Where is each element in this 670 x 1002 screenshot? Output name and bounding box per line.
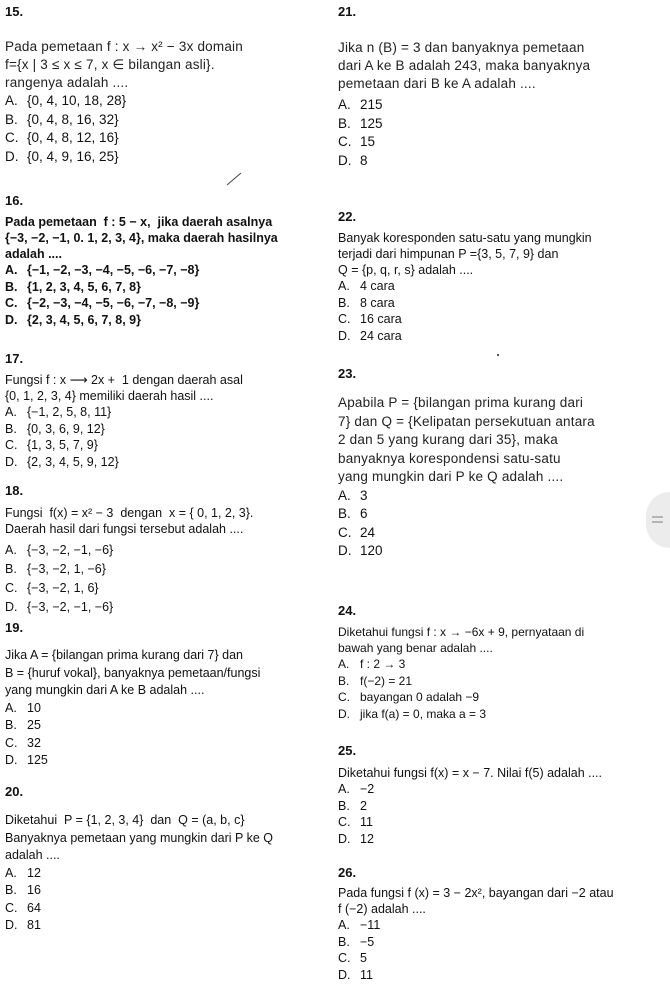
option-b: B. 125: [338, 115, 383, 131]
options-list: [5, 92, 323, 166]
option-c: C. {1, 3, 5, 7, 9}: [5, 438, 98, 452]
stem-line: Banyaknya pemetaan yang mungkin dari P ke Q: [5, 830, 273, 845]
question-stem: [338, 624, 668, 656]
stem-line: terjadi dari himpunan P ={3, 5, 7, 9} dan: [338, 247, 559, 261]
option-c: C. {−2, −3, −4, −5, −6, −7, −8, −9}: [5, 296, 200, 310]
question-24: [338, 603, 668, 722]
stem-line: Diketahui fungsi f(x) = x − 7. Nilai f(5) adalah ....: [338, 766, 603, 780]
stem-line: dari A ke B adalah 243, maka banyaknya: [338, 58, 591, 73]
question-stem: [5, 812, 323, 865]
stem-line: yang mungkin dari A ke B adalah ....: [5, 683, 205, 697]
stem-line: Pada pemetaan f : x → x² − 3x domain: [5, 39, 243, 54]
options-list: [5, 541, 323, 617]
question-number: 21.: [338, 4, 357, 19]
question-stem: [5, 647, 323, 700]
option-a: A. {−1, 2, 5, 8, 11}: [5, 405, 112, 419]
question-stem: [338, 39, 668, 93]
stem-line: Q = {p, q, r, s} adalah ....: [338, 263, 474, 277]
question-number: 16.: [5, 193, 24, 208]
question-21: [338, 4, 668, 170]
question-number: 15.: [5, 4, 24, 19]
stem-line: Fungsi f(x) = x² − 3 dengan x = { 0, 1, 2, 3}.: [5, 506, 254, 520]
question-stem: [338, 394, 668, 487]
question-number: 23.: [338, 366, 357, 381]
option-c: C. 11: [338, 815, 373, 829]
option-b: B. −5: [338, 934, 375, 949]
option-b: B. 25: [5, 718, 41, 732]
option-c: C. {−3, −2, 1, 6}: [5, 581, 99, 595]
option-d: D. 24 cara: [338, 328, 402, 343]
option-a: A. 12: [5, 865, 41, 880]
option-d: D. 81: [5, 918, 41, 932]
stem-line: adalah ....: [5, 848, 60, 862]
question-18: [5, 483, 323, 617]
option-c: C. 64: [5, 900, 41, 915]
question-stem: [5, 214, 323, 262]
stem-line: pemetaan dari B ke A adalah ....: [338, 76, 536, 91]
option-a: A. {−1, −2, −3, −4, −5, −6, −7, −8}: [5, 263, 200, 277]
option-d: D. jika f(a) = 0, maka a = 3: [338, 706, 487, 721]
option-c: C. bayangan 0 adalah −9: [338, 690, 480, 704]
handle-grip-line: [652, 521, 663, 523]
option-b: B. f(−2) = 21: [338, 673, 413, 688]
question-23: [338, 366, 668, 561]
question-16: [5, 193, 323, 328]
question-number: 22.: [338, 209, 357, 224]
stem-line: {−3, −2, −1, 0. 1, 2, 3, 4}, maka daerah hasilnya: [5, 231, 278, 245]
question-19: [5, 620, 323, 770]
option-a: A. 215: [338, 97, 383, 112]
stem-line: bawah yang benar adalah ....: [338, 641, 493, 655]
speck-mark: [497, 354, 499, 356]
question-number: 19.: [5, 620, 24, 635]
option-a: A. 10: [5, 700, 41, 715]
option-d: D. 8: [338, 152, 368, 168]
stem-line: Diketahui P = {1, 2, 3, 4} dan Q = (a, b, c}: [5, 813, 245, 827]
question-number: 24.: [338, 603, 357, 618]
option-b: B. 8 cara: [338, 295, 395, 310]
pen-stroke-mark: [226, 172, 242, 186]
options-list: [338, 917, 668, 983]
question-number: 17.: [5, 351, 24, 366]
stem-line: adalah ....: [5, 247, 62, 261]
stem-line: {0, 1, 2, 3, 4} memiliki daerah hasil ....: [5, 389, 214, 403]
option-d: D. {2, 3, 4, 5, 6, 7, 8, 9}: [5, 312, 141, 327]
handle-grip-line: [652, 516, 663, 518]
stem-line: Jika n (B) = 3 dan banyaknya pemetaan: [338, 40, 585, 55]
option-d: D. 125: [5, 753, 48, 767]
question-number: 20.: [5, 784, 24, 799]
stem-line: Banyak koresponden satu-satu yang mungkin: [338, 231, 592, 245]
stem-line: B = {huruf vokal}, banyaknya pemetaan/fungsi: [5, 665, 261, 680]
option-c: C. 15: [338, 134, 376, 149]
question-number: 25.: [338, 743, 357, 758]
options-list: [5, 262, 323, 328]
question-25: [338, 743, 668, 847]
question-26: [338, 865, 668, 983]
options-list: [338, 781, 668, 847]
options-list: [338, 656, 668, 722]
question-stem: [5, 505, 323, 537]
option-d: D. 11: [338, 967, 373, 982]
option-a: A. −2: [338, 782, 375, 796]
question-stem: [5, 38, 323, 92]
question-number: 26.: [338, 865, 357, 880]
option-d: D. {2, 3, 4, 5, 9, 12}: [5, 454, 119, 469]
option-b: B. {0, 3, 6, 9, 12}: [5, 421, 105, 436]
stem-line: Apabila P = {bilangan prima kurang dari: [338, 395, 584, 410]
stem-line: 7} dan Q = {Kelipatan persekutuan antara: [338, 413, 595, 429]
stem-line: 2 dan 5 yang kurang dari 35}, maka: [338, 432, 558, 447]
option-d: D. 120: [338, 543, 383, 558]
stem-line: f={x | 3 ≤ x ≤ 7, x ∈ bilangan asli}.: [5, 57, 215, 72]
question-number: 18.: [5, 483, 24, 498]
question-stem: [338, 885, 668, 917]
option-c: C. {0, 4, 8, 12, 16}: [5, 130, 119, 145]
stem-line: rangenya adalah ....: [5, 75, 129, 90]
option-d: D. {−3, −2, −1, −6}: [5, 600, 114, 614]
stem-line: Diketahui fungsi f : x → −6x + 9, pernyataan di: [338, 625, 585, 639]
option-a: A. 3: [338, 487, 368, 503]
question-stem: [338, 765, 668, 781]
option-c: C. 5: [338, 951, 367, 965]
option-b: B. 6: [338, 506, 368, 521]
options-list: [5, 700, 323, 770]
options-list: [338, 487, 668, 561]
stem-line: banyaknya korespondensi satu-satu: [338, 450, 561, 466]
options-list: [5, 865, 323, 935]
stem-line: Pada fungsi f (x) = 3 − 2x², bayangan dari −2 atau: [338, 886, 614, 900]
option-c: C. 24: [338, 524, 376, 540]
option-b: B. {−3, −2, 1, −6}: [5, 562, 106, 576]
option-a: A. {0, 4, 10, 18, 28}: [5, 93, 127, 108]
options-list: [338, 278, 668, 344]
stem-line: Jika A = {bilangan prima kurang dari 7} dan: [5, 648, 244, 662]
option-d: D. 12: [338, 831, 374, 846]
stem-line: Pada pemetaan f : 5 − x, jika daerah asalnya: [5, 215, 273, 229]
option-a: A. {−3, −2, −1, −6}: [5, 543, 114, 557]
question-20: [5, 784, 323, 935]
question-17: [5, 351, 323, 470]
options-list: [338, 96, 668, 170]
stem-line: Daerah hasil dari fungsi tersebut adalah ....: [5, 522, 244, 536]
option-b: B. 16: [5, 883, 41, 897]
option-d: D. {0, 4, 9, 16, 25}: [5, 148, 119, 164]
option-b: B. 2: [338, 798, 367, 813]
question-15: [5, 4, 323, 166]
stem-line: Fungsi f : x ⟶ 2x + 1 dengan daerah asal: [5, 373, 243, 387]
question-stem: [5, 372, 323, 404]
option-b: B. {0, 4, 8, 16, 32}: [5, 111, 119, 127]
option-c: C. 16 cara: [338, 312, 402, 326]
question-22: [338, 209, 668, 344]
stem-line: f (−2) adalah ....: [338, 902, 426, 916]
question-stem: [338, 230, 668, 278]
option-b: B. {1, 2, 3, 4, 5, 6, 7, 8}: [5, 279, 141, 294]
stem-line: yang mungkin dari P ke Q adalah ....: [338, 469, 564, 484]
options-list: [5, 404, 323, 470]
option-a: A. 4 cara: [338, 279, 395, 293]
option-c: C. 32: [5, 735, 41, 750]
option-a: A. −11: [338, 918, 381, 932]
option-a: A. f : 2 → 3: [338, 657, 406, 671]
